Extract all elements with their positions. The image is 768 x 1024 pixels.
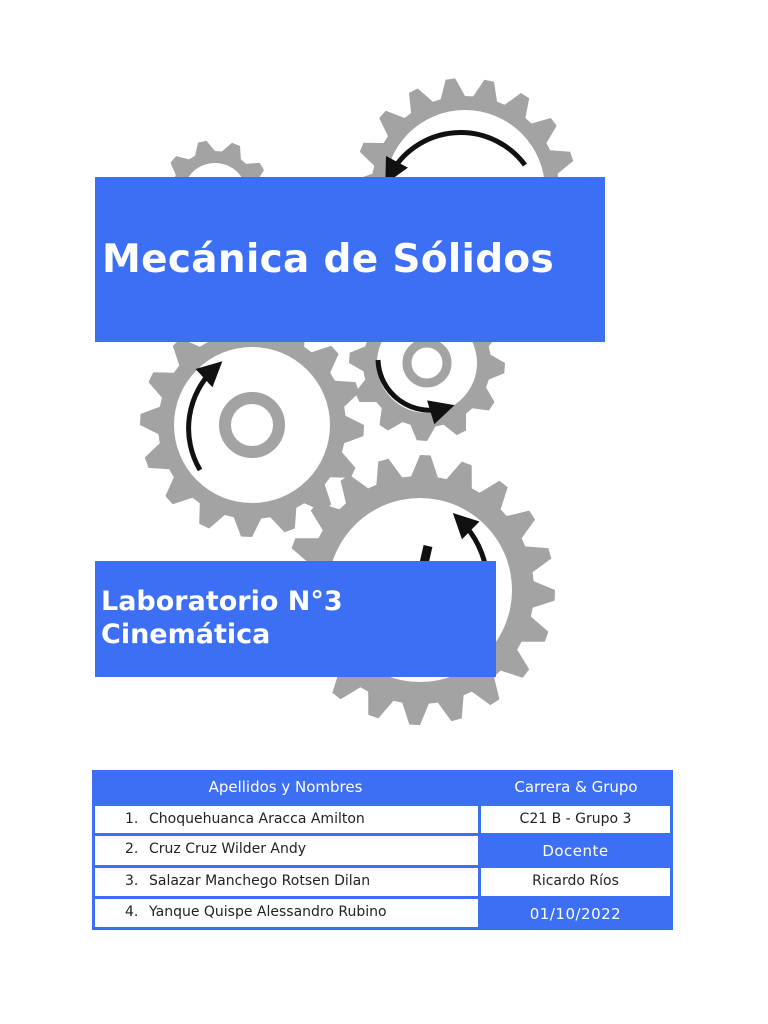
docente-label: Docente — [542, 842, 609, 860]
date-value: 01/10/2022 — [529, 905, 622, 923]
header-career-group: Carrera & Grupo — [514, 778, 638, 796]
subtitle-banner — [95, 561, 496, 677]
row-number: 2. — [125, 841, 139, 857]
career-group-value: C21 B - Grupo 3 — [481, 806, 670, 833]
student-name: Cruz Cruz Wilder Andy — [149, 841, 307, 857]
docente-value: Ricardo Ríos — [481, 868, 670, 896]
row-number: 1. — [125, 811, 139, 827]
header-names: Apellidos y Nombres — [208, 778, 363, 796]
lab-number: Laboratorio N°3 — [101, 586, 343, 617]
student-name: Salazar Manchego Rotsen Dilan — [149, 873, 371, 889]
student-name: Yanque Quispe Alessandro Rubino — [149, 904, 387, 920]
table-row — [95, 868, 478, 896]
table-row — [95, 899, 478, 927]
title-banner — [95, 177, 605, 342]
row-number: 4. — [125, 904, 139, 920]
row-number: 3. — [125, 873, 139, 889]
gear-middle-left — [140, 313, 364, 537]
students-table — [92, 770, 673, 930]
table-row — [95, 806, 478, 833]
table-row — [95, 836, 478, 865]
lab-topic: Cinemática — [101, 619, 271, 650]
student-name: Choquehuanca Aracca Amilton — [149, 811, 365, 827]
document-title: Mecánica de Sólidos — [102, 237, 555, 282]
